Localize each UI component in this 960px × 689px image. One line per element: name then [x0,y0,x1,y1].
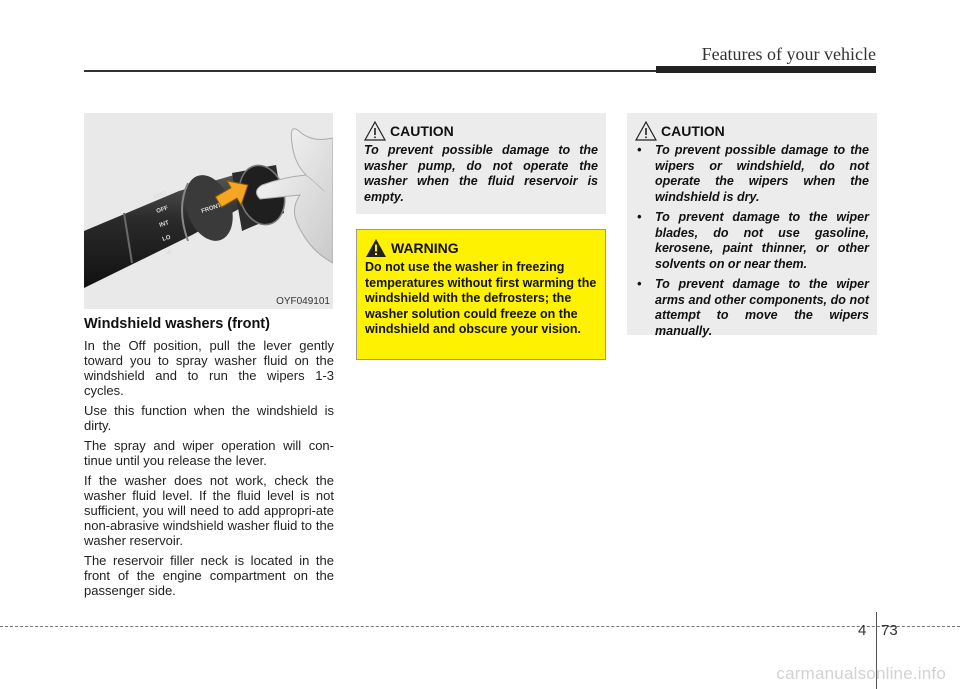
footer-rule [0,626,960,627]
list-item [635,143,869,205]
warning-triangle-icon [365,238,387,258]
caution-box-washer-pump [356,113,606,214]
caution-text: To prevent possible damage to the washer pump, do not operate the washer when the fluid reservoir is empty. [364,143,598,204]
caution-label: CAUTION [661,123,725,139]
section-paragraph: Use this function when the windshield is dirty. [84,403,334,433]
section-paragraph: The reservoir filler neck is located in the front of the engine compartment on the passenger side. [84,553,334,598]
caution-box-wipers [627,113,877,338]
caution-item-text: To prevent damage to the wiper blades, do not use gasoline, kerosene, paint thinner, or other solvents on or near them. [655,210,869,271]
lever-label-front: FRONT [200,202,223,215]
caution-triangle-icon [364,121,386,141]
warning-label: WARNING [391,240,459,256]
lever-label-mist: MIST [152,190,169,201]
bullet: • [637,143,642,157]
warning-box-freezing [356,229,606,360]
wiper-lever-illustration [84,113,333,309]
caution-label: CAUTION [390,123,454,139]
lever-label-int: INT [158,220,170,229]
section-paragraph: The spray and wiper operation will con-tinue until you release the lever. [84,438,334,468]
caution-triangle-icon [635,121,657,141]
lever-label-hi: HI [164,249,173,257]
caution-list [635,143,869,339]
chapter-number: 4 [858,622,867,639]
section-paragraph: In the Off position, pull the lever gently toward you to spray washer fluid on the windshield and to run the wipers 1-3 cycles. [84,338,334,398]
header-rule-accent [656,66,876,73]
section-title: Windshield washers (front) [84,316,270,332]
washer-section [84,316,334,603]
header-title: Features of your vehicle [701,44,876,64]
list-item [635,277,869,339]
bullet: • [637,210,642,224]
bullet: • [637,277,642,291]
warning-text: Do not use the washer in freezing temperatures without first warming the windshield with the defrosters; the washer solution could freeze on the windshield and obscure your vision. [365,260,597,336]
section-paragraph: If the washer does not work, check the washer fluid level. If the fluid level is not sufficient, you will need to add appropri-ate non-abrasive windshield washer fluid to the washer reservoir. [84,473,334,548]
lever-label-off: OFF [155,205,170,215]
lever-label-lo: LO [161,234,172,243]
caution-item-text: To prevent damage to the wiper arms and other components, do not attempt to move the wipers manually. [655,277,869,338]
list-item [635,210,869,272]
watermark-text: carmanualsonline.info [776,664,946,683]
caution-item-text: To prevent possible damage to the wipers or windshield, do not operate the wipers when the windshield is dry. [655,143,869,204]
figure-code: OYF049101 [276,296,330,307]
page-number: 73 [881,622,898,639]
wiper-lever-drawing [84,113,333,309]
